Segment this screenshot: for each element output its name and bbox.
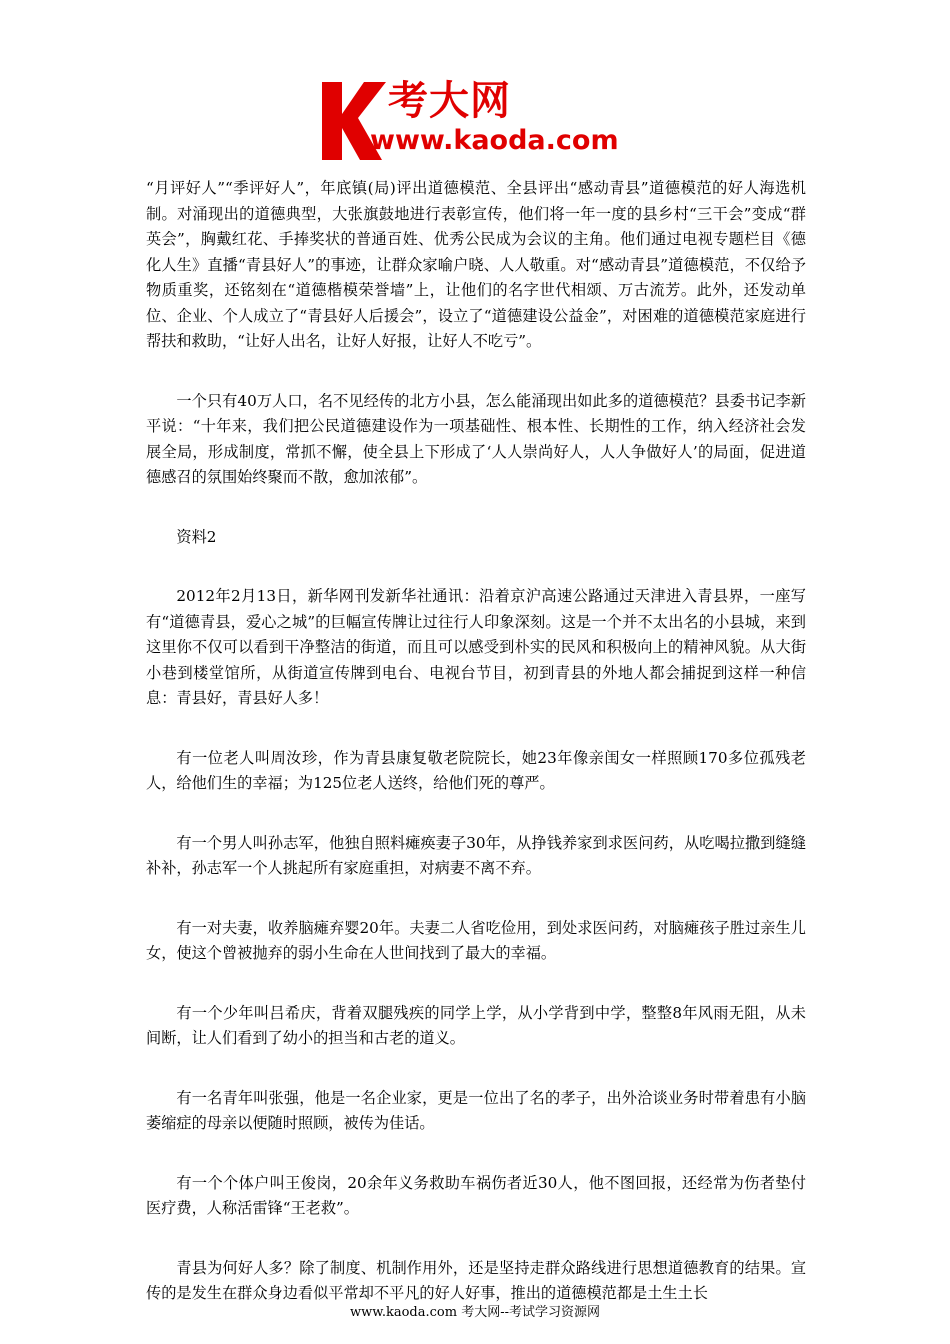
paragraph: 有一个少年叫吕希庆，背着双腿残疾的同学上学，从小学背到中学，整整8年风雨无阻，从未间断，让人们看到了幼小的担当和古老的道义。 xyxy=(146,1003,806,1047)
paragraph: 有一个个体户叫王俊岗，20余年义务救助车祸伤者近30人，他不图回报，还经常为伤者垫付医疗费，人称活雷锋“王老救”。 xyxy=(146,1173,806,1217)
paragraph: 2012年2月13日，新华网刊发新华社通讯：沿着京沪高速公路通过天津进入青县界，一座写有“道德青县，爱心之城”的巨幅宣传牌让过往行人印象深刻。这是一个并不太出名的小县城，来到这里你不仅可以看到干净整洁的街道，而且可以感受到朴实的民风和积极向上的精神风貌。从大街小巷到楼堂馆所，从街道宣传牌到电台、电视台节目，初到青县的外地人都会捕捉到这样一种信息：青县好，青县好人多！ xyxy=(146,587,806,707)
paragraph: 有一名青年叫张强，他是一名企业家，更是一位出了名的孝子，出外洽谈业务时带着患有小脑萎缩症的母亲以便随时照顾，被传为佳话。 xyxy=(146,1088,806,1132)
paragraph: 有一个男人叫孙志军，他独自照料瘫痪妻子30年，从挣钱养家到求医问药，从吃喝拉撒到缝缝补补，孙志军一个人挑起所有家庭重担，对病妻不离不弃。 xyxy=(146,833,806,877)
page-footer: www.kaoda.com 考大网--考试学习资源网 xyxy=(350,1305,600,1320)
logo-url: www.kaoda.com xyxy=(370,125,619,156)
paragraph: 有一对夫妻，收养脑瘫弃婴20年。夫妻二人省吃俭用，到处求医问药，对脑瘫孩子胜过亲生儿女，使这个曾被抛弃的弱小生命在人世间找到了最大的幸福。 xyxy=(146,918,806,962)
logo-name: 考大网 xyxy=(388,78,511,124)
paragraph: 一个只有40万人口，名不见经传的北方小县，怎么能涌现出如此多的道德模范？县委书记李新平说：“十年来，我们把公民道德建设作为一项基础性、根本性、长期性的工作，纳入经济社会发展全局，形成制度，常抓不懈，使全县上下形成了‘人人崇尚好人，人人争做好人’的局面，促进道德感召的氛围始终聚而不散，愈加浓郁”。 xyxy=(146,391,806,486)
paragraph: “月评好人”“季评好人”，年底镇(局)评出道德模范、全县评出“感动青县”道德模范的好人海选机制。对涌现出的道德典型，大张旗鼓地进行表彰宣传，他们将一年一度的县乡村“三干会”变成“群英会”，胸戴红花、手捧奖状的普通百姓、优秀公民成为会议的主角。他们通过电视专题栏目《德化人生》直播“青县好人”的事迹，让群众家喻户晓、人人敬重。对“感动青县”道德模范，不仅给予物质重奖，还铭刻在“道德楷模荣誉墙”上，让他们的名字世代相颂、万古流芳。此外，还发动单位、企业、个人成立了“青县好人后援会”，设立了“道德建设公益金”，对困难的道德模范家庭进行帮扶和救助，“让好人出名，让好人好报，让好人不吃亏”。 xyxy=(146,179,806,350)
paragraph: 有一位老人叫周汝珍，作为青县康复敬老院院长，她23年像亲闺女一样照顾170多位孤残老人，给他们生的幸福；为125位老人送终，给他们死的尊严。 xyxy=(146,748,806,792)
section-heading: 资料2 xyxy=(176,527,217,546)
kaoda-logo xyxy=(318,78,638,166)
paragraph: 青县为何好人多？除了制度、机制作用外，还是坚持走群众路线进行思想道德教育的结果。宣传的是发生在群众身边看似平常却不平凡的好人好事，推出的道德模范都是土生土长 xyxy=(146,1258,806,1302)
article-body xyxy=(146,176,806,1341)
